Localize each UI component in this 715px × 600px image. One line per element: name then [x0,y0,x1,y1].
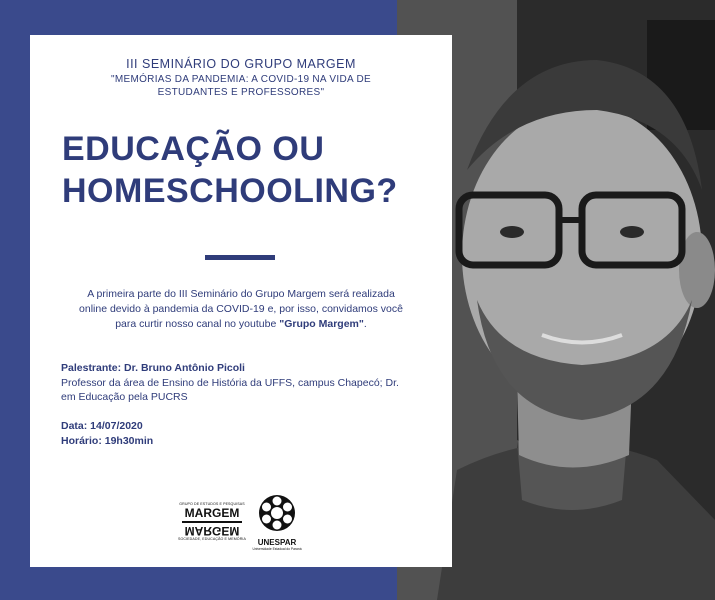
unespar-name: UNESPAR [257,538,297,547]
event-time: Horário: 19h30min [61,434,154,447]
speaker-bio-line2: em Educação pela PUCRS [61,391,188,403]
margem-logo [178,502,246,550]
intro-line1: A primeira parte do III Seminário do Grupo Margem será realizada [87,288,395,300]
unespar-tagline: Universidade Estadual do Paraná [252,547,302,551]
intro-line3-end: . [363,318,367,330]
divider-rule [205,255,275,260]
event-card [30,35,452,567]
event-subtitle-line1: "MEMÓRIAS DA PANDEMIA: A COVID-19 NA VIDA DE [111,74,371,85]
unespar-logo [249,493,305,553]
margem-logo-top: GRUPO DE ESTUDOS E PESQUISAS [179,502,245,506]
margem-logo-mirror: MARGEM [184,523,240,538]
speaker-label: Palestrante: Dr. Bruno Antônio Picoli [61,362,245,374]
margem-logo-bar [182,521,242,523]
intro-paragraph [66,287,416,332]
speaker-bio-line1: Professor da área de Ensino de História da UFFS, campus Chapecó; Dr. [61,376,399,389]
unespar-emblem-icon [255,493,299,533]
event-headline [62,128,442,212]
margem-logo-name: MARGEM [184,506,240,520]
event-kicker: III SEMINÁRIO DO GRUPO MARGEM [126,57,356,71]
event-date: Data: 14/07/2020 [61,420,143,432]
event-subtitle [70,73,412,99]
margem-logo-bottom: SOCIEDADE, EDUCAÇÃO E MEMÓRIA [178,536,246,541]
intro-line3-text: para curtir nosso canal no youtube [115,318,280,330]
intro-line2: online devido à pandemia da COVID-19 e, por isso, convidamos você [79,303,403,315]
event-subtitle-line2: ESTUDANTES E PROFESSORES" [157,87,325,98]
headline-line1: EDUCAÇÃO OU [62,130,325,168]
headline-line2: HOMESCHOOLING? [62,172,398,210]
channel-name: "Grupo Margem" [279,318,364,330]
schedule [61,419,361,448]
intro-line3 [66,317,416,332]
speaker-info [61,361,431,405]
